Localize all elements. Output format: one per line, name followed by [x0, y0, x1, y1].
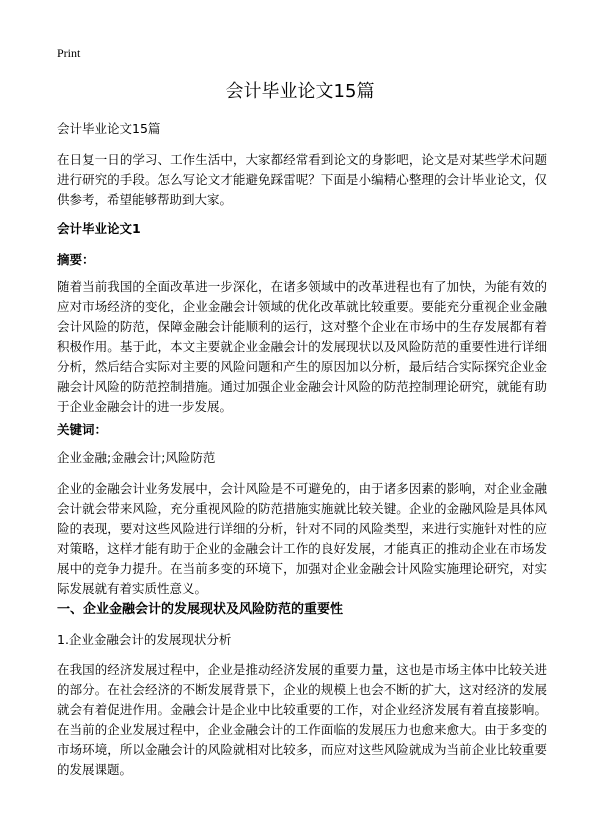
paper-heading: 会计毕业论文1 [57, 221, 141, 236]
document-subtitle: 会计毕业论文15篇 [57, 121, 161, 136]
subsection-heading-1-1: 1.企业金融会计的发展现状分析 [57, 632, 232, 647]
section-heading-1: 一、企业金融会计的发展现状及风险防范的重要性 [57, 602, 344, 617]
print-link[interactable]: Print [57, 46, 81, 60]
body-paragraph-1: 企业的金融会计业务发展中，会计风险是不可避免的，由于诸多因素的影响，对企业金融会计就会带来风险，充分重视风险的防范措施实施就比较关键。企业的金融风险是具体风险的表现，要对这些风险进行详细的分析，针对不同的风险类型，来进行实施针对性的应对策略，这样才能有助于企业的金融会计工作的良好发展，才能真正的推动企业在市场发展中的竞争力提升。在当前多变的环境下，加强对企业金融会计风险实施理论研究，对实际发展就有着实质性意义。 [57, 481, 547, 596]
abstract-paragraph: 随着当前我国的全面改革进一步深化，在诸多领域中的改革进程也有了加快，为能有效的应对市场经济的变化，企业金融会计领域的优化改革就比较重要。要能充分重视企业金融会计风险的防范，保障金融会计能顺利的运行，这对整个企业在市场中的生存发展都有着积极作用。基于此，本文主要就企业金融会计的发展现状以及风险防范的重要性进行详细分析，然后结合实际对主要的风险问题和产生的原因加以分析，最后结合实际探究企业金融会计风险的防范控制措施。通过加强企业金融会计风险的防范控制理论研究，就能有助于企业金融会计的进一步发展。 [57, 279, 547, 414]
body-paragraph-2: 在我国的经济发展过程中，企业是推动经济发展的重要力量，这也是市场主体中比较关进的部分。在社会经济的不断发展背景下，企业的规模上也会不断的扩大，这对经济的发展就会有着促进作用。金融会计是企业中比较重要的工作，对企业经济发展有着直接影响。在当前的企业发展过程中，企业金融会计的工作面临的发展压力也愈来愈大。由于多变的市场环境，所以金融会计的风险就相对比较多，而应对这些风险就成为当前企业比较重要的发展课题。 [57, 662, 547, 777]
keywords-text: 企业金融;金融会计;风险防范 [57, 450, 216, 465]
intro-paragraph: 在日复一日的学习、工作生活中，大家都经常看到论文的身影吧，论文是对某些学术问题进行研究的手段。怎么写论文才能避免踩雷呢？下面是小编精心整理的会计毕业论文，仅供参考，希望能够帮助到大家。 [57, 152, 547, 207]
page-title: 会计毕业论文15篇 [225, 81, 375, 102]
abstract-heading: 摘要： [57, 252, 95, 267]
keywords-heading: 关键词： [57, 422, 108, 437]
